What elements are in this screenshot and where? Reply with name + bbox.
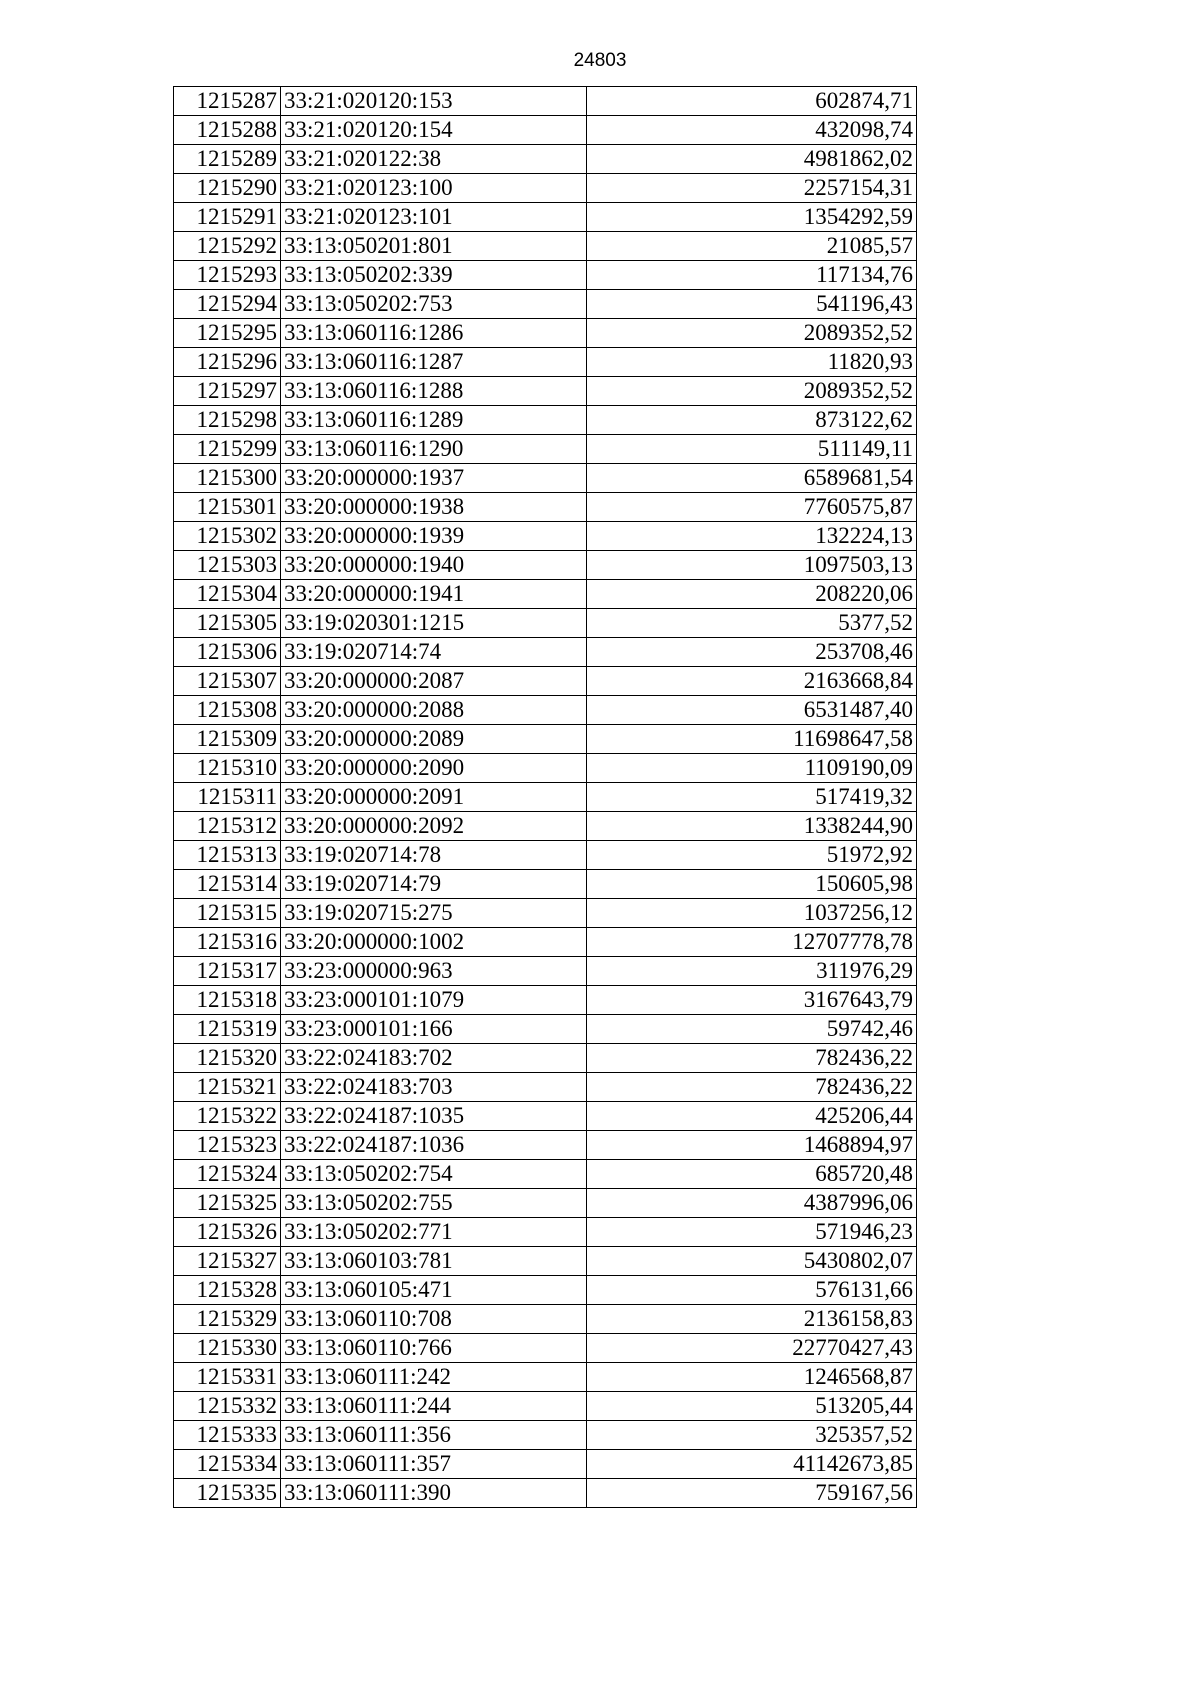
row-id-cell: 1215330 xyxy=(174,1334,281,1363)
cadastral-number-cell: 33:20:000000:1937 xyxy=(281,464,587,493)
row-id-cell: 1215329 xyxy=(174,1305,281,1334)
cadastral-value-cell: 4981862,02 xyxy=(587,145,917,174)
row-id-cell: 1215316 xyxy=(174,928,281,957)
cadastral-value-cell: 517419,32 xyxy=(587,783,917,812)
table-row xyxy=(174,783,917,812)
table-row xyxy=(174,1218,917,1247)
table-row xyxy=(174,290,917,319)
cadastral-number-cell: 33:13:050202:755 xyxy=(281,1189,587,1218)
cadastral-number-cell: 33:13:060111:390 xyxy=(281,1479,587,1508)
row-id-cell: 1215304 xyxy=(174,580,281,609)
cadastral-number-cell: 33:19:020714:79 xyxy=(281,870,587,899)
row-id-cell: 1215295 xyxy=(174,319,281,348)
cadastral-number-cell: 33:13:060103:781 xyxy=(281,1247,587,1276)
cadastral-number-cell: 33:21:020123:101 xyxy=(281,203,587,232)
cadastral-number-cell: 33:21:020120:153 xyxy=(281,87,587,116)
cadastral-value-cell: 1037256,12 xyxy=(587,899,917,928)
table-row xyxy=(174,609,917,638)
cadastral-number-cell: 33:13:060111:242 xyxy=(281,1363,587,1392)
cadastral-value-table xyxy=(173,86,917,1508)
table-row xyxy=(174,1015,917,1044)
cadastral-number-cell: 33:21:020122:38 xyxy=(281,145,587,174)
cadastral-value-cell: 11820,93 xyxy=(587,348,917,377)
cadastral-number-cell: 33:19:020301:1215 xyxy=(281,609,587,638)
cadastral-value-cell: 1468894,97 xyxy=(587,1131,917,1160)
row-id-cell: 1215311 xyxy=(174,783,281,812)
cadastral-value-cell: 253708,46 xyxy=(587,638,917,667)
row-id-cell: 1215300 xyxy=(174,464,281,493)
table-row xyxy=(174,1479,917,1508)
row-id-cell: 1215334 xyxy=(174,1450,281,1479)
row-id-cell: 1215293 xyxy=(174,261,281,290)
table-row xyxy=(174,1421,917,1450)
cadastral-value-cell: 59742,46 xyxy=(587,1015,917,1044)
cadastral-number-cell: 33:13:060111:244 xyxy=(281,1392,587,1421)
table-row xyxy=(174,1363,917,1392)
row-id-cell: 1215296 xyxy=(174,348,281,377)
cadastral-number-cell: 33:13:050202:754 xyxy=(281,1160,587,1189)
cadastral-value-cell: 208220,06 xyxy=(587,580,917,609)
row-id-cell: 1215317 xyxy=(174,957,281,986)
cadastral-value-cell: 425206,44 xyxy=(587,1102,917,1131)
row-id-cell: 1215292 xyxy=(174,232,281,261)
cadastral-value-cell: 685720,48 xyxy=(587,1160,917,1189)
cadastral-value-cell: 41142673,85 xyxy=(587,1450,917,1479)
cadastral-value-cell: 4387996,06 xyxy=(587,1189,917,1218)
cadastral-value-cell: 2163668,84 xyxy=(587,667,917,696)
cadastral-value-cell: 132224,13 xyxy=(587,522,917,551)
table-row xyxy=(174,522,917,551)
row-id-cell: 1215306 xyxy=(174,638,281,667)
cadastral-value-cell: 1097503,13 xyxy=(587,551,917,580)
cadastral-value-cell: 311976,29 xyxy=(587,957,917,986)
table-row xyxy=(174,145,917,174)
cadastral-value-cell: 2089352,52 xyxy=(587,377,917,406)
cadastral-number-cell: 33:20:000000:2088 xyxy=(281,696,587,725)
row-id-cell: 1215315 xyxy=(174,899,281,928)
cadastral-number-cell: 33:22:024183:702 xyxy=(281,1044,587,1073)
table-row xyxy=(174,957,917,986)
cadastral-value-cell: 2136158,83 xyxy=(587,1305,917,1334)
cadastral-number-cell: 33:19:020714:78 xyxy=(281,841,587,870)
cadastral-value-cell: 325357,52 xyxy=(587,1421,917,1450)
cadastral-value-cell: 3167643,79 xyxy=(587,986,917,1015)
row-id-cell: 1215288 xyxy=(174,116,281,145)
cadastral-value-cell: 51972,92 xyxy=(587,841,917,870)
cadastral-number-cell: 33:23:000000:963 xyxy=(281,957,587,986)
table-row xyxy=(174,464,917,493)
cadastral-value-cell: 6531487,40 xyxy=(587,696,917,725)
cadastral-value-cell: 2089352,52 xyxy=(587,319,917,348)
cadastral-number-cell: 33:23:000101:1079 xyxy=(281,986,587,1015)
row-id-cell: 1215328 xyxy=(174,1276,281,1305)
row-id-cell: 1215323 xyxy=(174,1131,281,1160)
row-id-cell: 1215289 xyxy=(174,145,281,174)
table-row xyxy=(174,899,917,928)
cadastral-number-cell: 33:21:020123:100 xyxy=(281,174,587,203)
table-body xyxy=(174,87,917,1508)
table-row xyxy=(174,348,917,377)
cadastral-value-cell: 571946,23 xyxy=(587,1218,917,1247)
table-row xyxy=(174,841,917,870)
row-id-cell: 1215291 xyxy=(174,203,281,232)
cadastral-value-cell: 21085,57 xyxy=(587,232,917,261)
table-row xyxy=(174,1247,917,1276)
cadastral-number-cell: 33:23:000101:166 xyxy=(281,1015,587,1044)
cadastral-value-cell: 5430802,07 xyxy=(587,1247,917,1276)
row-id-cell: 1215320 xyxy=(174,1044,281,1073)
table-row xyxy=(174,1160,917,1189)
table-row xyxy=(174,1392,917,1421)
cadastral-value-cell: 5377,52 xyxy=(587,609,917,638)
cadastral-value-cell: 576131,66 xyxy=(587,1276,917,1305)
table-row xyxy=(174,493,917,522)
table-row xyxy=(174,377,917,406)
row-id-cell: 1215333 xyxy=(174,1421,281,1450)
row-id-cell: 1215325 xyxy=(174,1189,281,1218)
table-row xyxy=(174,638,917,667)
row-id-cell: 1215299 xyxy=(174,435,281,464)
cadastral-number-cell: 33:20:000000:2087 xyxy=(281,667,587,696)
table-row xyxy=(174,580,917,609)
cadastral-number-cell: 33:13:060111:357 xyxy=(281,1450,587,1479)
cadastral-value-cell: 1246568,87 xyxy=(587,1363,917,1392)
cadastral-value-cell: 511149,11 xyxy=(587,435,917,464)
table-row xyxy=(174,1102,917,1131)
cadastral-number-cell: 33:20:000000:2092 xyxy=(281,812,587,841)
cadastral-number-cell: 33:13:060116:1286 xyxy=(281,319,587,348)
cadastral-number-cell: 33:13:060110:766 xyxy=(281,1334,587,1363)
table-row xyxy=(174,319,917,348)
cadastral-value-cell: 782436,22 xyxy=(587,1044,917,1073)
row-id-cell: 1215331 xyxy=(174,1363,281,1392)
cadastral-value-cell: 759167,56 xyxy=(587,1479,917,1508)
row-id-cell: 1215313 xyxy=(174,841,281,870)
cadastral-value-cell: 117134,76 xyxy=(587,261,917,290)
row-id-cell: 1215290 xyxy=(174,174,281,203)
table-row xyxy=(174,1305,917,1334)
cadastral-value-cell: 541196,43 xyxy=(587,290,917,319)
cadastral-number-cell: 33:13:060105:471 xyxy=(281,1276,587,1305)
table-row xyxy=(174,87,917,116)
cadastral-number-cell: 33:22:024183:703 xyxy=(281,1073,587,1102)
row-id-cell: 1215301 xyxy=(174,493,281,522)
row-id-cell: 1215312 xyxy=(174,812,281,841)
table-row xyxy=(174,725,917,754)
row-id-cell: 1215310 xyxy=(174,754,281,783)
cadastral-number-cell: 33:13:060111:356 xyxy=(281,1421,587,1450)
row-id-cell: 1215305 xyxy=(174,609,281,638)
row-id-cell: 1215302 xyxy=(174,522,281,551)
table-row xyxy=(174,116,917,145)
cadastral-value-cell: 782436,22 xyxy=(587,1073,917,1102)
cadastral-number-cell: 33:13:060116:1290 xyxy=(281,435,587,464)
cadastral-value-cell: 6589681,54 xyxy=(587,464,917,493)
cadastral-value-cell: 2257154,31 xyxy=(587,174,917,203)
table-row xyxy=(174,232,917,261)
row-id-cell: 1215335 xyxy=(174,1479,281,1508)
table-row xyxy=(174,870,917,899)
row-id-cell: 1215319 xyxy=(174,1015,281,1044)
table-row xyxy=(174,754,917,783)
cadastral-value-cell: 1109190,09 xyxy=(587,754,917,783)
row-id-cell: 1215318 xyxy=(174,986,281,1015)
cadastral-number-cell: 33:13:050202:771 xyxy=(281,1218,587,1247)
cadastral-value-cell: 1338244,90 xyxy=(587,812,917,841)
cadastral-number-cell: 33:13:060116:1287 xyxy=(281,348,587,377)
table-row xyxy=(174,696,917,725)
table-row xyxy=(174,406,917,435)
table-row xyxy=(174,667,917,696)
cadastral-number-cell: 33:20:000000:2089 xyxy=(281,725,587,754)
cadastral-number-cell: 33:20:000000:1941 xyxy=(281,580,587,609)
table-row xyxy=(174,203,917,232)
table-row xyxy=(174,1189,917,1218)
table-row xyxy=(174,986,917,1015)
table-row xyxy=(174,174,917,203)
row-id-cell: 1215298 xyxy=(174,406,281,435)
cadastral-value-cell: 602874,71 xyxy=(587,87,917,116)
table-row xyxy=(174,1334,917,1363)
cadastral-number-cell: 33:20:000000:1940 xyxy=(281,551,587,580)
cadastral-number-cell: 33:20:000000:2090 xyxy=(281,754,587,783)
cadastral-value-cell: 150605,98 xyxy=(587,870,917,899)
cadastral-number-cell: 33:19:020714:74 xyxy=(281,638,587,667)
cadastral-number-cell: 33:13:050202:753 xyxy=(281,290,587,319)
table-row xyxy=(174,551,917,580)
table-row xyxy=(174,1450,917,1479)
row-id-cell: 1215287 xyxy=(174,87,281,116)
cadastral-number-cell: 33:22:024187:1036 xyxy=(281,1131,587,1160)
row-id-cell: 1215303 xyxy=(174,551,281,580)
row-id-cell: 1215321 xyxy=(174,1073,281,1102)
cadastral-value-cell: 7760575,87 xyxy=(587,493,917,522)
cadastral-number-cell: 33:21:020120:154 xyxy=(281,116,587,145)
table-row xyxy=(174,1276,917,1305)
cadastral-number-cell: 33:20:000000:1938 xyxy=(281,493,587,522)
cadastral-value-cell: 513205,44 xyxy=(587,1392,917,1421)
cadastral-value-cell: 873122,62 xyxy=(587,406,917,435)
cadastral-number-cell: 33:13:060110:708 xyxy=(281,1305,587,1334)
row-id-cell: 1215308 xyxy=(174,696,281,725)
table-row xyxy=(174,1044,917,1073)
cadastral-number-cell: 33:13:050201:801 xyxy=(281,232,587,261)
cadastral-value-cell: 22770427,43 xyxy=(587,1334,917,1363)
table-row xyxy=(174,928,917,957)
row-id-cell: 1215309 xyxy=(174,725,281,754)
row-id-cell: 1215332 xyxy=(174,1392,281,1421)
cadastral-number-cell: 33:13:050202:339 xyxy=(281,261,587,290)
cadastral-number-cell: 33:19:020715:275 xyxy=(281,899,587,928)
row-id-cell: 1215327 xyxy=(174,1247,281,1276)
cadastral-value-cell: 432098,74 xyxy=(587,116,917,145)
table-row xyxy=(174,435,917,464)
table-row xyxy=(174,261,917,290)
row-id-cell: 1215326 xyxy=(174,1218,281,1247)
cadastral-number-cell: 33:20:000000:1002 xyxy=(281,928,587,957)
cadastral-number-cell: 33:13:060116:1288 xyxy=(281,377,587,406)
row-id-cell: 1215297 xyxy=(174,377,281,406)
row-id-cell: 1215294 xyxy=(174,290,281,319)
table-row xyxy=(174,812,917,841)
cadastral-value-cell: 12707778,78 xyxy=(587,928,917,957)
table-row xyxy=(174,1131,917,1160)
row-id-cell: 1215314 xyxy=(174,870,281,899)
cadastral-value-cell: 1354292,59 xyxy=(587,203,917,232)
cadastral-number-cell: 33:20:000000:2091 xyxy=(281,783,587,812)
cadastral-number-cell: 33:13:060116:1289 xyxy=(281,406,587,435)
row-id-cell: 1215324 xyxy=(174,1160,281,1189)
page-number: 24803 xyxy=(573,50,627,71)
table-row xyxy=(174,1073,917,1102)
cadastral-number-cell: 33:22:024187:1035 xyxy=(281,1102,587,1131)
cadastral-number-cell: 33:20:000000:1939 xyxy=(281,522,587,551)
row-id-cell: 1215307 xyxy=(174,667,281,696)
cadastral-value-cell: 11698647,58 xyxy=(587,725,917,754)
row-id-cell: 1215322 xyxy=(174,1102,281,1131)
